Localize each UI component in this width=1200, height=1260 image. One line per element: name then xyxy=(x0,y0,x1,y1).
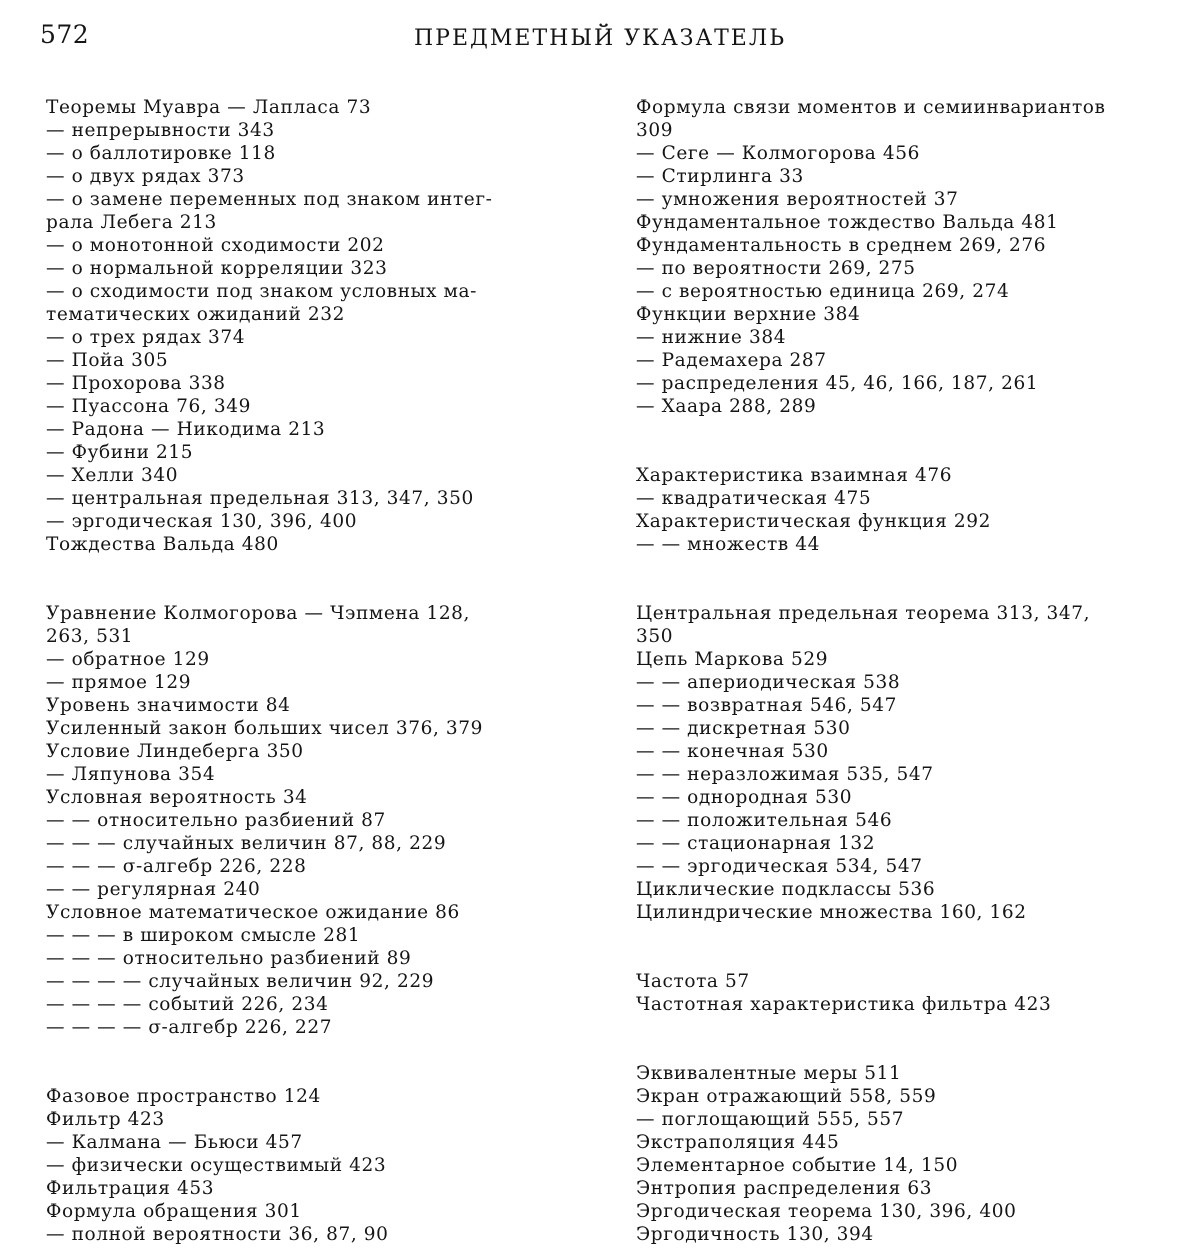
index-line: — — положительная 546 xyxy=(636,810,893,831)
index-line: Формула связи моментов и семиинвариантов xyxy=(636,97,1106,118)
index-line: — — относительно разбиений 87 xyxy=(46,810,386,831)
index-line: Цилиндрические множества 160, 162 xyxy=(636,902,1027,923)
index-line: Характеристика взаимная 476 xyxy=(636,465,953,486)
page-number: 572 xyxy=(40,20,90,49)
index-line: — Калмана — Бьюси 457 xyxy=(46,1132,303,1153)
section-gap xyxy=(636,1016,1192,1062)
index-line: Частота 57 xyxy=(636,971,750,992)
section-gap xyxy=(46,1039,606,1085)
index-line: — — возвратная 546, 547 xyxy=(636,695,898,716)
index-line: — квадратическая 475 xyxy=(636,488,872,509)
index-line: Энтропия распределения 63 xyxy=(636,1178,933,1199)
index-line: — — конечная 530 xyxy=(636,741,829,762)
index-line: — — однородная 530 xyxy=(636,787,853,808)
index-line: Характеристическая функция 292 xyxy=(636,511,991,532)
index-line: Цепь Маркова 529 xyxy=(636,649,829,670)
index-line: — о баллотировке 118 xyxy=(46,143,276,164)
index-section xyxy=(46,96,606,556)
index-line: Условная вероятность 34 xyxy=(46,787,308,808)
index-line: Элементарное событие 14, 150 xyxy=(636,1155,959,1176)
index-line: — с вероятностью единица 269, 274 xyxy=(636,281,1010,302)
index-line: Условие Линдеберга 350 xyxy=(46,741,304,762)
index-line: — Хаара 288, 289 xyxy=(636,396,817,417)
index-line: Фундаментальное тождество Вальда 481 xyxy=(636,212,1059,233)
index-section xyxy=(636,464,1192,556)
index-line: Формула обращения 301 xyxy=(46,1201,302,1222)
index-line: Тождества Вальда 480 xyxy=(46,534,279,555)
index-line: Уравнение Колмогорова — Чэпмена 128, xyxy=(46,603,471,624)
index-line: — — — σ-алгебр 226, 228 xyxy=(46,856,307,877)
index-section xyxy=(46,1085,606,1246)
index-line: — — дискретная 530 xyxy=(636,718,851,739)
index-line: Эргодичность 130, 394 xyxy=(636,1224,874,1245)
index-section xyxy=(636,1062,1192,1246)
index-line: Условное математическое ожидание 86 xyxy=(46,902,460,923)
index-line: — физически осуществимый 423 xyxy=(46,1155,387,1176)
index-line: — — апериодическая 538 xyxy=(636,672,901,693)
index-line: — — — — событий 226, 234 xyxy=(46,994,329,1015)
index-line: — распределения 45, 46, 166, 187, 261 xyxy=(636,373,1039,394)
index-line: — о двух рядах 373 xyxy=(46,166,245,187)
index-line: — о трех рядах 374 xyxy=(46,327,246,348)
index-line: — по вероятности 269, 275 xyxy=(636,258,916,279)
index-line: — умножения вероятностей 37 xyxy=(636,189,959,210)
index-line: — Радемахера 287 xyxy=(636,350,827,371)
index-line: — обратное 129 xyxy=(46,649,210,670)
index-line: Уровень значимости 84 xyxy=(46,695,291,716)
index-section xyxy=(636,602,1192,924)
index-line: рала Лебега 213 xyxy=(46,212,217,233)
running-head: ПРЕДМЕТНЫЙ УКАЗАТЕЛЬ xyxy=(413,26,787,51)
index-line: — центральная предельная 313, 347, 350 xyxy=(46,488,474,509)
index-line: Циклические подклассы 536 xyxy=(636,879,936,900)
index-line: Функции верхние 384 xyxy=(636,304,861,325)
index-line: — — — в широком смысле 281 xyxy=(46,925,361,946)
index-line: — Ляпунова 354 xyxy=(46,764,216,785)
index-line: — поглощающий 555, 557 xyxy=(636,1109,905,1130)
index-line: — Радона — Никодима 213 xyxy=(46,419,326,440)
index-line: — — регулярная 240 xyxy=(46,879,261,900)
index-line: — Сеге — Колмогорова 456 xyxy=(636,143,920,164)
index-line: Частотная характеристика фильтра 423 xyxy=(636,994,1052,1015)
index-line: Центральная предельная теорема 313, 347, xyxy=(636,603,1091,624)
index-line: Фундаментальность в среднем 269, 276 xyxy=(636,235,1047,256)
section-gap xyxy=(636,924,1192,970)
index-line: Усиленный закон больших чисел 376, 379 xyxy=(46,718,484,739)
index-line: — полной вероятности 36, 87, 90 xyxy=(46,1224,389,1245)
index-line: Эргодическая теорема 130, 396, 400 xyxy=(636,1201,1017,1222)
index-line: — о монотонной сходимости 202 xyxy=(46,235,385,256)
section-gap xyxy=(46,556,606,602)
index-line: — — — — случайных величин 92, 229 xyxy=(46,971,435,992)
index-line: — Хелли 340 xyxy=(46,465,179,486)
index-line: — о замене переменных под знаком интег- xyxy=(46,189,493,210)
index-line: — — — — σ-алгебр 226, 227 xyxy=(46,1017,333,1038)
index-column-left xyxy=(46,96,606,1246)
index-line: — — — случайных величин 87, 88, 229 xyxy=(46,833,447,854)
index-line: — прямое 129 xyxy=(46,672,192,693)
index-line: — Пойа 305 xyxy=(46,350,169,371)
index-line: Фильтрация 453 xyxy=(46,1178,215,1199)
index-line: — о нормальной корреляции 323 xyxy=(46,258,388,279)
index-line: Фазовое пространство 124 xyxy=(46,1086,321,1107)
index-line: — — эргодическая 534, 547 xyxy=(636,856,923,877)
section-gap xyxy=(636,556,1192,602)
index-line: 350 xyxy=(636,626,674,647)
index-section xyxy=(636,96,1192,418)
index-line: Экстраполяция 445 xyxy=(636,1132,840,1153)
section-gap xyxy=(636,418,1192,464)
index-line: — нижние 384 xyxy=(636,327,787,348)
index-section xyxy=(636,970,1192,1016)
index-line: 309 xyxy=(636,120,674,141)
index-line: — — стационарная 132 xyxy=(636,833,876,854)
index-line: — Прохорова 338 xyxy=(46,373,226,394)
index-line: — эргодическая 130, 396, 400 xyxy=(46,511,358,532)
index-line: — непрерывности 343 xyxy=(46,120,275,141)
index-line: — о сходимости под знаком условных ма- xyxy=(46,281,477,302)
index-line: Фильтр 423 xyxy=(46,1109,165,1130)
index-line: — — неразложимая 535, 547 xyxy=(636,764,934,785)
index-column-right xyxy=(636,96,1192,1246)
index-line: — — множеств 44 xyxy=(636,534,821,555)
index-section xyxy=(46,602,606,1039)
index-line: — — — относительно разбиений 89 xyxy=(46,948,412,969)
index-line: тематических ожиданий 232 xyxy=(46,304,346,325)
index-line: — Фубини 215 xyxy=(46,442,194,463)
index-line: — Стирлинга 33 xyxy=(636,166,804,187)
index-line: 263, 531 xyxy=(46,626,134,647)
index-line: — Пуассона 76, 349 xyxy=(46,396,251,417)
index-line: Эквивалентные меры 511 xyxy=(636,1063,902,1084)
index-line: Теоремы Муавра — Лапласа 73 xyxy=(46,97,372,118)
index-line: Экран отражающий 558, 559 xyxy=(636,1086,937,1107)
